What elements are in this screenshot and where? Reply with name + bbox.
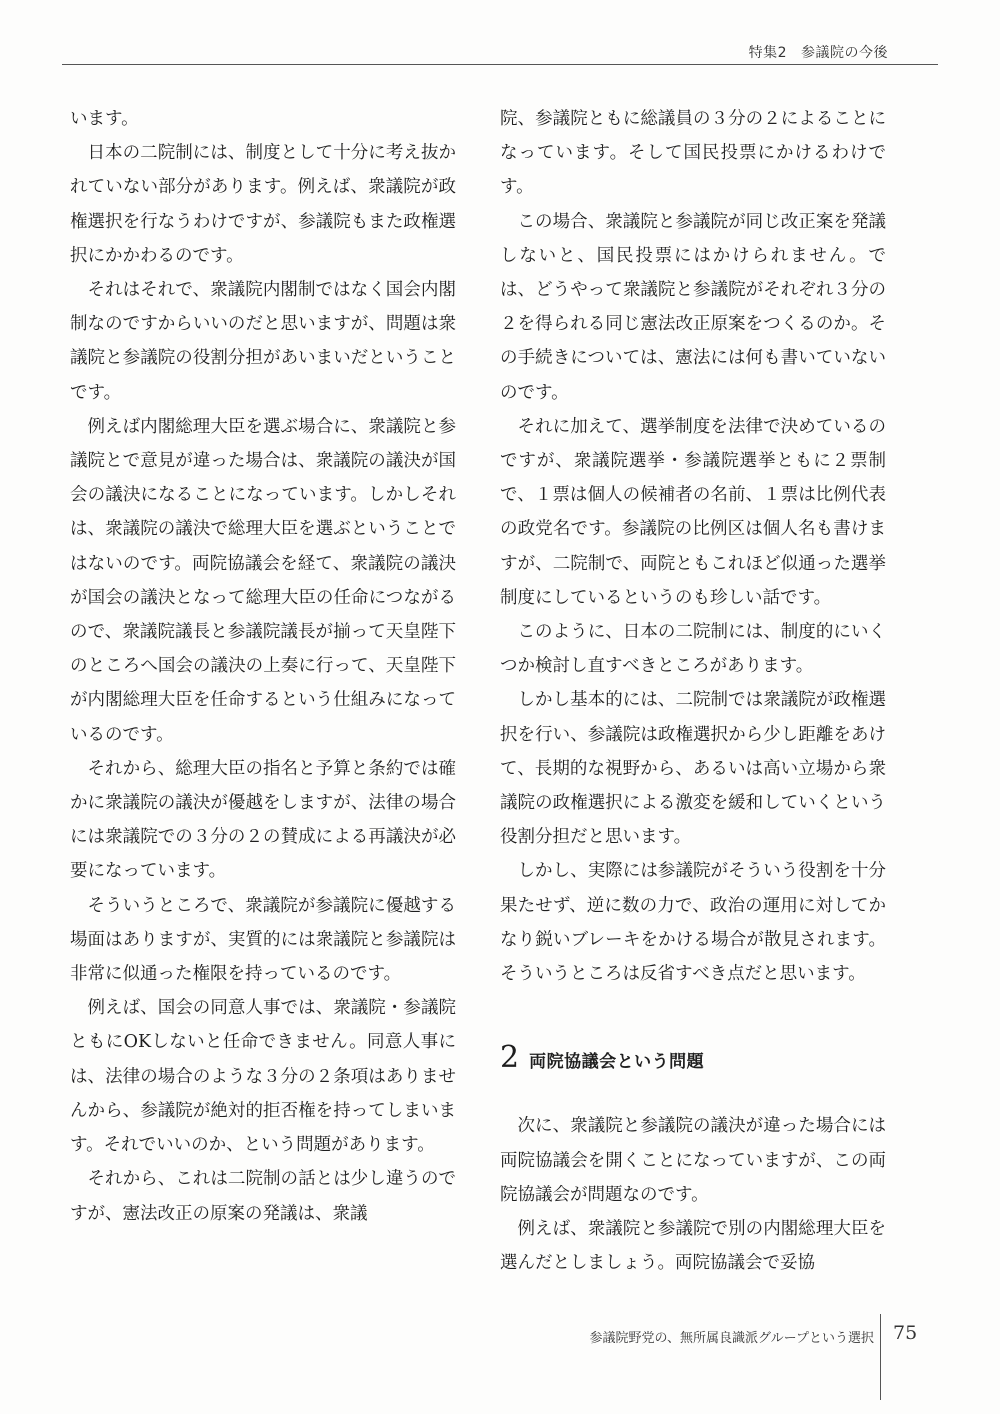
header-section-title: 参議院の今後 [801,45,888,61]
paragraph: しかし基本的には、二院制では衆議院が政権選択を行い、参議院は政権選択から少し距離をあけて、長期的な視野から、あるいは高い立場から衆議院の政権選択による激変を緩和していくという役割分担だと思います。 [500,690,886,848]
header-rule [62,64,938,65]
paragraph: 日本の二院制には、制度として十分に考え抜かれていない部分があります。例えば、衆議院が政権選択を行なうわけですが、参議院もまた政権選択にかかわるのです。 [70,143,456,266]
section-heading [500,1040,886,1079]
page-number: 75 [893,1322,918,1344]
paragraph: それから、これは二院制の話とは少し違うのですが、憲法改正の原案の発議は、衆議 [70,1169,456,1224]
section-title: 両院協議会という問題 [529,1052,705,1073]
paragraph: このように、日本の二院制には、制度的にいくつか検討し直すべきところがあります。 [500,622,886,677]
paragraph: それに加えて、選挙制度を法律で決めているのですが、衆議院選挙・参議院選挙ともに２票制で、１票は個人の候補者の名前、１票は比例代表の政党名です。参議院の比例区は個人名も書けますが、二院制で、両院ともこれほど似通った選挙制度にしているというのも珍しい話です。 [500,416,886,608]
paragraph: 院、参議院ともに総議員の３分の２によることになっています。そして国民投票にかけるわけです。 [500,109,886,198]
left-column [70,102,456,1231]
footer-rule [880,1314,881,1400]
header-section-label: 特集2 [748,45,787,61]
paragraph: この場合、衆議院と参議院が同じ改正案を発議しないと、国民投票にはかけられません。では、どうやって衆議院と参議院がそれぞれ３分の２を得られる同じ憲法改正原案をつくるのか。その手続きについては、憲法には何も書いていないのです。 [500,211,886,403]
paragraph: 次に、衆議院と参議院の議決が違った場合には両院協議会を開くことになっていますが、この両院協議会が問題なのです。 [500,1116,886,1205]
paragraph: それはそれで、衆議院内閣制ではなく国会内閣制なのですからいいのだと思いますが、問題は衆議院と参議院の役割分担があいまいだということです。 [70,280,456,403]
paragraph: 例えば内閣総理大臣を選ぶ場合に、衆議院と参議院とで意見が違った場合は、衆議院の議決が国会の議決になることになっています。しかしそれは、衆議院の議決で総理大臣を選ぶということではないのです。両院協議会を経て、衆議院の議決が国会の議決となって総理大臣の任命につながるので、衆議院議長と参議院議長が揃って天皇陛下のところへ国会の議決の上奏に行って、天皇陛下が内閣総理大臣を任命するという仕組みになっているのです。 [70,416,456,745]
right-column [500,102,886,1281]
paragraph: 例えば、国会の同意人事では、衆議院・参議院ともにOKしないと任命できません。同意人事には、法律の場合のような３分の２条項はありませんから、参議院が絶対的拒否権を持ってしまいます。それでいいのか、という問題があります。 [70,998,456,1156]
paragraph: しかし、実際には参議院がそういう役割を十分果たせず、逆に数の力で、政治の運用に対してかなり鋭いブレーキをかける場合が散見されます。そういうところは反省すべき点だと思います。 [500,861,886,985]
paragraph: 例えば、衆議院と参議院で別の内閣総理大臣を選んだとしましょう。両院協議会で妥協 [500,1219,886,1274]
paragraph: そういうところで、衆議院が参議院に優越する場面はありますが、実質的には衆議院と参議院は非常に似通った権限を持っているのです。 [70,895,456,985]
paragraph: それから、総理大臣の指名と予算と条約では確かに衆議院の議決が優越をしますが、法律の場合には衆議院での３分の２の賛成による再議決が必要になっています。 [70,758,456,882]
section-number: 2 [500,1040,520,1076]
footer-article-title: 参議院野党の、無所属良識派グループという選択 [589,1331,874,1346]
paragraph: います。 [70,109,139,129]
running-header [735,42,888,62]
